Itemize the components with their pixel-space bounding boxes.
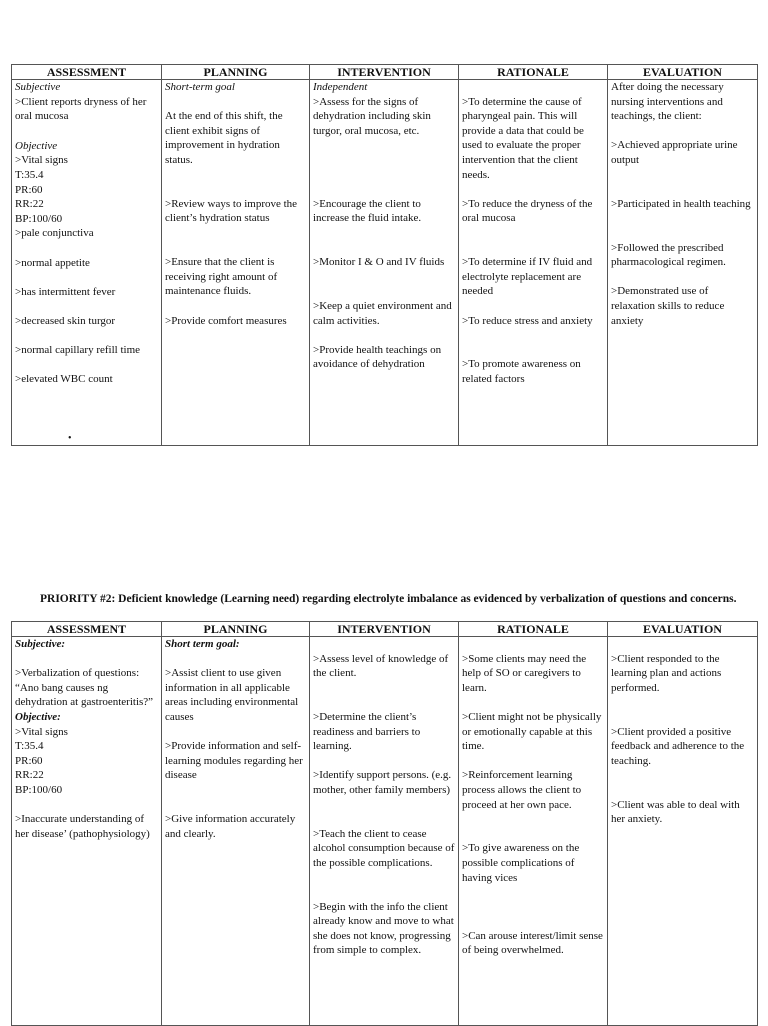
intervention-cell (310, 80, 459, 446)
planning-cell (162, 637, 310, 1026)
evaluation-cell (608, 637, 758, 1026)
care-plan-table-1 (11, 64, 758, 446)
planning-text: >Assist client to use given information in all applicable areas including environmental causes >Provide information and self-learning modules regarding her disease >Give information accurately and clearly. (165, 667, 303, 840)
header-intervention: INTERVENTION (310, 622, 459, 637)
header-assessment: ASSESSMENT (12, 622, 162, 637)
rationale-text: >To determine the cause of pharyngeal pain. This will provide a data that could be used to evaluate the proper intervention that the client needs. >To reduce the dryness of the oral mucosa >To determine if IV fluid and electrolyte replacement are needed >To reduce stress and anxiety >To promote awareness on related factors (462, 95, 593, 385)
assessment-cell (12, 80, 162, 446)
header-intervention: INTERVENTION (310, 65, 459, 80)
table-body-row (12, 637, 758, 1026)
bullet-mark: • (68, 433, 72, 444)
planning-label: Short term goal: (165, 638, 240, 650)
evaluation-cell (608, 80, 758, 446)
objective-label: Objective: (15, 710, 61, 723)
table-body-row (12, 80, 758, 446)
planning-cell (162, 80, 310, 446)
table-header-row (12, 622, 758, 637)
evaluation-text: >Client responded to the learning plan and actions performed. >Client provided a positive feedback and adherence to the teaching. >Client was able to deal with her anxiety. (611, 652, 745, 826)
header-rationale: RATIONALE (459, 65, 608, 80)
assessment-cell (12, 637, 162, 1026)
subjective-label: Subjective: (15, 638, 66, 650)
planning-text: At the end of this shift, the client exhibit signs of improvement in hydration status. >Review ways to improve the client’s hydration status >Ensure that the client is receiving right amount of maintenance fluids. >Provide comfort measures (165, 110, 298, 327)
subjective-text: >Verbalization of questions: “Ano bang causes ng dehydration at gastroenteritis?” (15, 667, 154, 709)
table-header-row (12, 65, 758, 80)
objective-text: >Vital signs T:35.4 PR:60 RR:22 BP:100/60 >pale conjunctiva >normal appetite >has intermittent fever >decreased skin turgor >normal capillary refill time >elevated WBC count (15, 154, 141, 386)
intervention-label: Independent (313, 81, 368, 93)
header-planning: PLANNING (162, 65, 310, 80)
priority-heading: PRIORITY #2: Deficient knowledge (Learning need) regarding electrolyte imbalance as evidenced by verbalization of questions and concerns. (40, 593, 737, 605)
subjective-label: Subjective (15, 81, 61, 93)
objective-text: >Vital signs T:35.4 PR:60 RR:22 BP:100/60 >Inaccurate understanding of her disease’ (pathophysiology) (15, 725, 150, 840)
rationale-cell (459, 637, 608, 1026)
objective-label: Objective (15, 139, 58, 152)
care-plan-table-2 (11, 621, 758, 1026)
subjective-text: >Client reports dryness of her oral mucosa (15, 95, 147, 123)
evaluation-text: After doing the necessary nursing interventions and teachings, the client: >Achieved appropriate urine output >Participated in health teaching >Followed the prescribed pharmacological regimen. >Demonstrated use of relaxation skills to reduce anxiety (611, 81, 751, 327)
rationale-text: >Some clients may need the help of SO or caregivers to learn. >Client might not be physically or emotionally capable at this time. >Reinforcement learning process allows the client to proceed at her own pace. >To give awareness on the possible complications of having vices >Can arouse interest/limit sense of being overwhelmed. (462, 652, 603, 957)
intervention-text: >Assess level of knowledge of the client. >Determine the client’s readiness and barriers to learning. >Identify support persons. (e.g. mother, other family members) >Teach the client to cease alcohol consumption because of the possible complications. >Begin with the info the client already know and move to what she does not know, progressing from simple to complex. (313, 652, 455, 957)
rationale-cell (459, 80, 608, 446)
header-evaluation: EVALUATION (608, 622, 758, 637)
header-rationale: RATIONALE (459, 622, 608, 637)
header-assessment: ASSESSMENT (12, 65, 162, 80)
intervention-text: >Assess for the signs of dehydration including skin turgor, oral mucosa, etc. >Encourage the client to increase the fluid intake. >Monitor I & O and IV fluids >Keep a quiet environment and calm activities. >Provide health teachings on avoidance of dehydration (313, 95, 452, 371)
header-evaluation: EVALUATION (608, 65, 758, 80)
intervention-cell (310, 637, 459, 1026)
header-planning: PLANNING (162, 622, 310, 637)
planning-label: Short-term goal (165, 81, 235, 93)
